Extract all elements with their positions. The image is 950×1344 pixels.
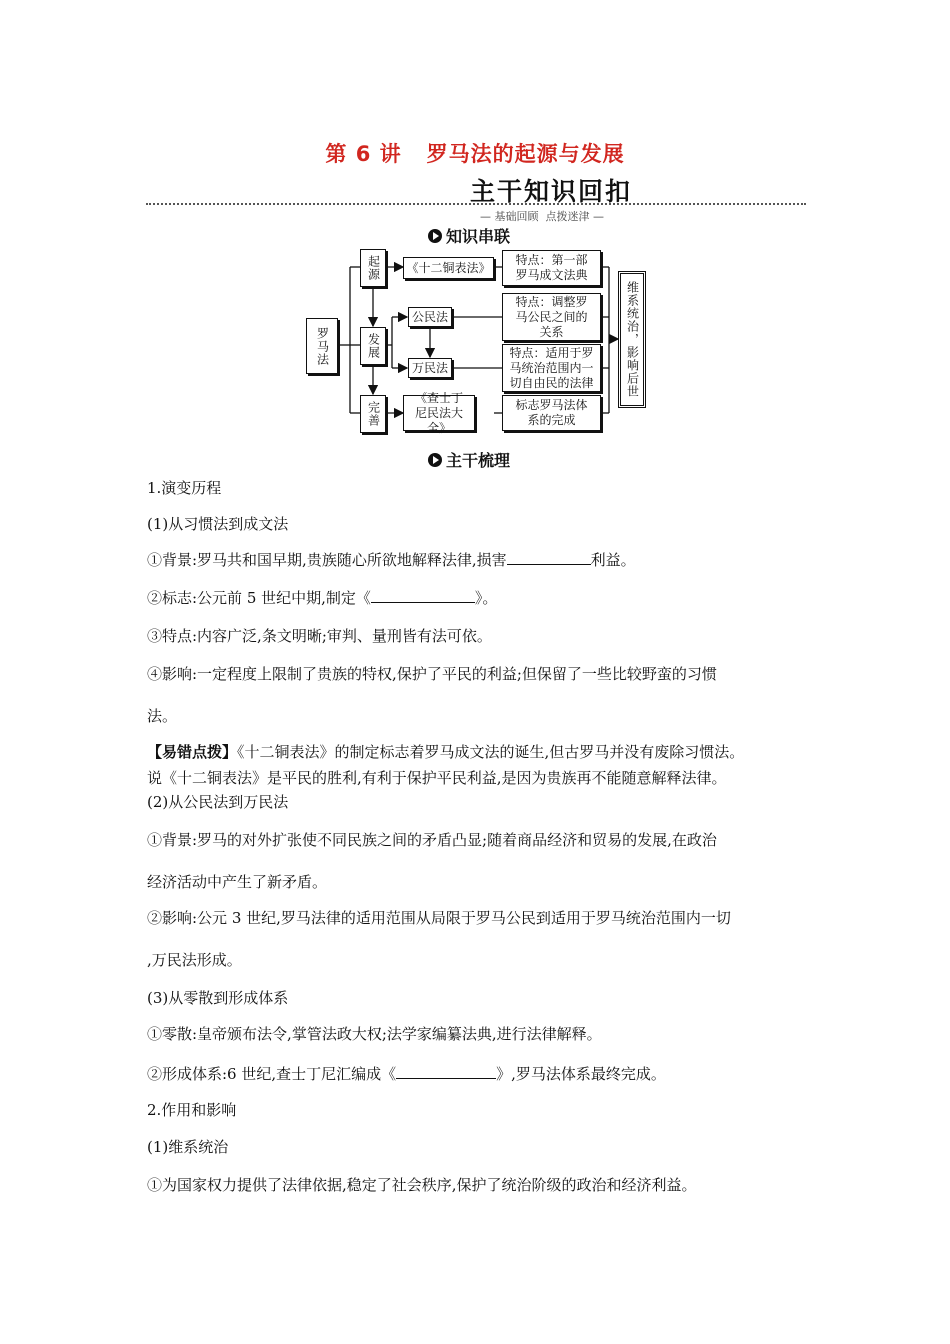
outline-line: ③特点:内容广泛,条文明晰;审判、量刑皆有法可依。 bbox=[147, 627, 492, 645]
outline-line: ②影响:公元 3 世纪,罗马法律的适用范围从局限于罗马公民到适用于罗马统治范围内一切 bbox=[147, 909, 731, 927]
lesson-title: 第 6 讲 罗马法的起源与发展 bbox=[325, 142, 625, 166]
diagram-feature-civil-law: 特点：调整罗马公民之间的关系 bbox=[502, 293, 601, 341]
outline-line: ④影响:一定程度上限制了贵族的特权,保护了平民的利益;但保留了一些比较野蛮的习惯 bbox=[147, 665, 717, 683]
diagram-outcome-box: 维系统治，影响后世 bbox=[618, 271, 646, 408]
outline-line-blank bbox=[147, 1064, 666, 1084]
diagram-feature-corpus-juris: 标志罗马法体系的完成 bbox=[502, 395, 601, 431]
outline-line-blank bbox=[147, 588, 497, 608]
banner-subtitle: — 基础回顾 点拨迷津 — bbox=[480, 210, 604, 223]
outline-line-part: ①背景:罗马共和国早期,贵族随心所欲地解释法律,损害 bbox=[147, 551, 507, 569]
play-circle-icon bbox=[428, 453, 442, 467]
outline-line-part: ②标志:公元前 5 世纪中期,制定《 bbox=[147, 589, 371, 607]
outline-line-part: 》。 bbox=[474, 589, 498, 607]
diagram-item-twelve-tables: 《十二铜表法》 bbox=[403, 257, 494, 279]
outline-line-blank bbox=[147, 550, 636, 570]
error-tip-text: 《十二铜表法》的制定标志着罗马成文法的诞生,但古罗马并没有废除习惯法。 bbox=[237, 743, 745, 761]
dotted-rule bbox=[146, 203, 806, 205]
knowledge-map-heading-text: 知识串联 bbox=[446, 227, 511, 246]
diagram-item-jus-gentium: 万民法 bbox=[408, 358, 452, 378]
play-circle-icon bbox=[428, 229, 442, 243]
diagram-feature-twelve-tables: 特点：第一部罗马成文法典 bbox=[502, 250, 601, 286]
outline-line-part: 利益。 bbox=[590, 551, 636, 569]
outline-line: (3)从零散到形成体系 bbox=[147, 989, 289, 1007]
knowledge-map-diagram bbox=[300, 244, 650, 436]
error-tip-label: 【易错点拨】 bbox=[147, 743, 238, 761]
diagram-stage-completion: 完善 bbox=[360, 395, 386, 433]
diagram-feature-jus-gentium: 特点：适用于罗马统治范围内一切自由民的法律 bbox=[502, 344, 601, 392]
diagram-root-box: 罗马法 bbox=[306, 318, 338, 374]
outline-heading-text: 主干梳理 bbox=[446, 451, 511, 470]
outline-line: 法。 bbox=[147, 707, 178, 725]
outline-heading bbox=[428, 448, 510, 471]
diagram-item-civil-law: 公民法 bbox=[408, 307, 452, 327]
outline-line: 2.作用和影响 bbox=[147, 1101, 237, 1119]
outline-line: 经济活动中产生了新矛盾。 bbox=[147, 873, 328, 891]
outline-line: (1)维系统治 bbox=[147, 1138, 229, 1156]
outline-line: 1.演变历程 bbox=[147, 479, 222, 497]
answer-blank[interactable] bbox=[371, 589, 475, 603]
error-tip-line bbox=[147, 742, 744, 762]
outline-line: 说《十二铜表法》是平民的胜利,有利于保护平民利益,是因为贵族再不能随意解释法律。 bbox=[147, 769, 727, 787]
diagram-item-corpus-juris: 《查士丁尼民法大全》 bbox=[403, 395, 475, 431]
answer-blank[interactable] bbox=[396, 1065, 496, 1079]
section-banner: 主干知识回扣 bbox=[470, 177, 633, 206]
diagram-stage-development: 发展 bbox=[360, 327, 386, 365]
outline-line: (2)从公民法到万民法 bbox=[147, 793, 289, 811]
diagram-stage-origin: 起源 bbox=[360, 249, 386, 287]
outline-line-part: ②形成体系:6 世纪,查士丁尼汇编成《 bbox=[147, 1065, 397, 1083]
outline-line: ,万民法形成。 bbox=[147, 951, 242, 969]
outline-line-part: 》,罗马法体系最终完成。 bbox=[496, 1065, 666, 1083]
outline-line: ①零散:皇帝颁布法令,掌管法政大权;法学家编纂法典,进行法律解释。 bbox=[147, 1025, 602, 1043]
outline-line: ①为国家权力提供了法律依据,稳定了社会秩序,保护了统治阶级的政治和经济利益。 bbox=[147, 1176, 697, 1194]
answer-blank[interactable] bbox=[507, 551, 591, 565]
outline-line: ①背景:罗马的对外扩张使不同民族之间的矛盾凸显;随着商品经济和贸易的发展,在政治 bbox=[147, 831, 717, 849]
outline-line: (1)从习惯法到成文法 bbox=[147, 515, 289, 533]
